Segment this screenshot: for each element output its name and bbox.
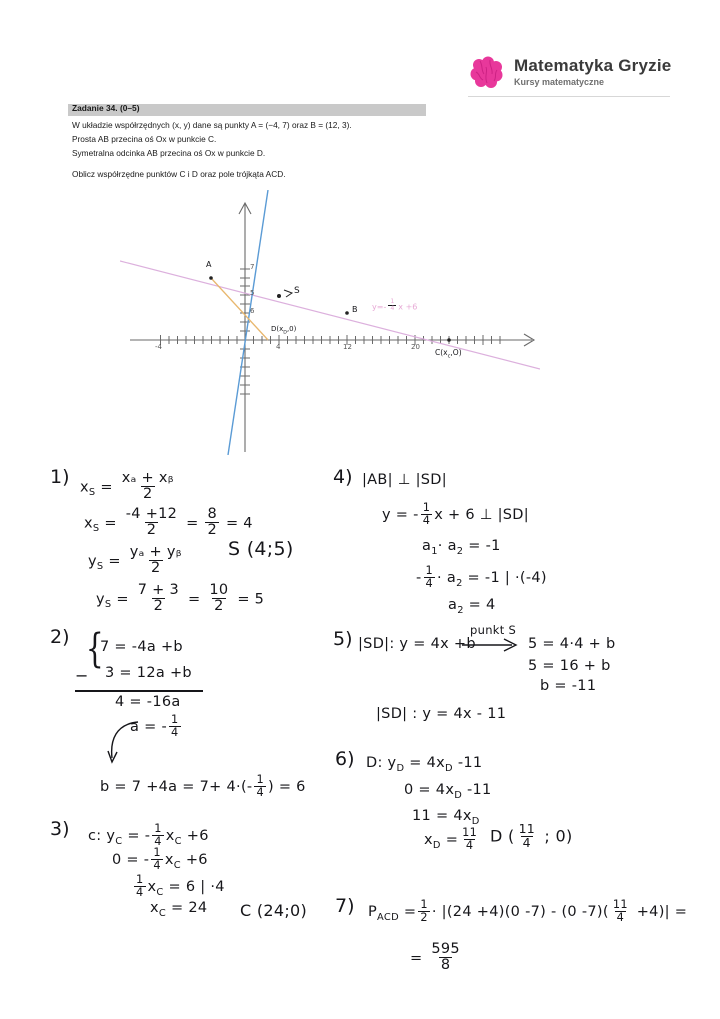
step-5-result-2: 5 = 16 + b bbox=[528, 658, 611, 674]
graph-equation-label: y=- $\frac{1}{4}$ x +6 bbox=[372, 298, 418, 313]
xtick-label-20: 20 bbox=[411, 343, 420, 351]
step-6-number: 6) bbox=[335, 748, 355, 770]
line-ab bbox=[120, 261, 540, 369]
step-4-line-3: $a_1\cdot a_2 = -1$ bbox=[422, 538, 501, 557]
step-6-line-4: $x_D$ = $\frac{11}{4}$ bbox=[424, 826, 478, 852]
step-2-minus: − bbox=[75, 666, 89, 685]
step-3-number: 3) bbox=[50, 818, 70, 840]
task-question: Oblicz współrzędne punktów C i D oraz pole trójkąta ACD. bbox=[72, 169, 286, 179]
step-7-result: = $\frac{595}{8}$ bbox=[410, 941, 460, 973]
axes bbox=[130, 204, 532, 452]
ytick-label-7: 7 bbox=[250, 263, 255, 271]
graph-label-b: B bbox=[352, 305, 358, 314]
step-7-formula: $P_{ACD}$ = $\frac{1}{2}$ · |(24 +4)(0 -7) - (0 -7)( $\frac{11}{4}$ +4)| = bbox=[368, 898, 688, 924]
step-2-sum: 4 = -16a bbox=[115, 694, 181, 710]
step-4-line-5: $a_2 = 4$ bbox=[448, 597, 496, 616]
step-3-line-4: $x_C = 24$ bbox=[150, 900, 208, 919]
task-header-label: Zadanie 34. (0–5) bbox=[72, 103, 140, 113]
ytick-label-6: 6 bbox=[250, 307, 255, 315]
ytick-label-5: 5 bbox=[250, 289, 255, 297]
graph-label-d: $D(x_D,0)$ bbox=[271, 325, 297, 336]
step-1-line-4: $y_S$ = $\frac{7 + 3}{2}$ = $\frac{10}{2}$ = 5 bbox=[96, 582, 265, 614]
step-1-number: 1) bbox=[50, 466, 70, 488]
task-line-2: Prosta AB przecina oś Ox w punkcie C. bbox=[72, 134, 217, 144]
step-2-number: 2) bbox=[50, 626, 70, 648]
graph-label-c: $C(x_c,O)$ bbox=[435, 348, 462, 360]
brand-divider bbox=[468, 96, 670, 97]
step-2-brace: { bbox=[85, 626, 104, 672]
segment-ad bbox=[211, 278, 268, 340]
step-2-a-value: a = - $\frac{1}{4}$ bbox=[130, 713, 179, 739]
point-b-dot bbox=[345, 311, 349, 315]
step-3-line-2: 0 = - $\frac{1}{4}$ $x_C +6$ bbox=[112, 846, 208, 872]
step-5-arrow-icon bbox=[460, 637, 522, 653]
step-6-result: D ( $\frac{11}{4}$ ; 0) bbox=[490, 821, 573, 850]
brain-icon bbox=[470, 56, 504, 88]
step-2-arrow-icon bbox=[98, 718, 144, 766]
brand-title: Matematyka Gryzie bbox=[514, 55, 672, 75]
task-line-3: Symetralna odcinka AB przecina oś Ox w punkcie D. bbox=[72, 148, 266, 158]
step-5-line-1: |SD|: y = 4x +b bbox=[358, 636, 476, 652]
xtick-label--4: -4 bbox=[155, 343, 162, 351]
step-7-number: 7) bbox=[335, 895, 355, 917]
step-4-line-4: - $\frac{1}{4}$ · $a_2 = -1$ | ·(-4) bbox=[416, 564, 547, 590]
xtick-label-4: 4 bbox=[276, 343, 281, 351]
line-sd bbox=[228, 190, 268, 455]
plot-svg bbox=[120, 190, 540, 455]
task-line-1: W układzie współrzędnych (x, y) dane są punkty A = (−4, 7) oraz B = (12, 3). bbox=[72, 120, 352, 130]
point-c-dot bbox=[447, 338, 451, 342]
task-statement bbox=[72, 118, 492, 181]
point-a-dot bbox=[209, 276, 213, 280]
step-2-divider bbox=[75, 690, 203, 692]
step-4-line-2: y = - $\frac{1}{4}$ x + 6 ⊥ |SD| bbox=[382, 501, 529, 527]
step-5-final: |SD| : y = 4x - 11 bbox=[376, 706, 507, 722]
step-3-line-1: c: $y_C$ = - $\frac{1}{4}$ $x_C +6$ bbox=[88, 822, 209, 848]
step-6-line-2: $0 = 4x_D$ -11 bbox=[404, 782, 492, 801]
step-4-line-1: |AB| ⊥ |SD| bbox=[362, 472, 447, 488]
step-2-eq-1: 7 = -4a +b bbox=[100, 639, 183, 655]
step-2-eq-2: 3 = 12a +b bbox=[105, 665, 192, 681]
step-6-line-1: D: $y_D = 4x_D$ -11 bbox=[366, 755, 483, 774]
step-1-line-1: $x_S$ = $\frac{\text{xₐ + xᵦ}}{2}$ bbox=[80, 470, 174, 502]
task-header-band bbox=[68, 104, 426, 116]
point-s-dot bbox=[277, 294, 281, 298]
step-6-line-3: $11 = 4x_D$ bbox=[412, 808, 480, 827]
step-1-line-3: $y_S$ = $\frac{\text{yₐ + yᵦ}}{2}$ bbox=[88, 544, 182, 576]
brand-subtitle: Kursy matematyczne bbox=[514, 76, 605, 87]
step-4-number: 4) bbox=[333, 466, 353, 488]
step-5-result-3: b = -11 bbox=[540, 678, 597, 694]
step-2-b-value: b = 7 +4a = 7+ 4·(- $\frac{1}{4}$ ) = 6 bbox=[100, 773, 306, 799]
graph-label-a: A bbox=[206, 260, 212, 269]
brand-logo bbox=[470, 48, 670, 96]
step-3-result: C (24;0) bbox=[240, 901, 308, 920]
graph-label-s: S bbox=[294, 286, 300, 296]
xtick-label-12: 12 bbox=[343, 343, 352, 351]
step-5-arrow-label: punkt S bbox=[470, 623, 517, 637]
step-1-result: S (4;5) bbox=[228, 538, 294, 560]
step-1-line-2: $x_S$ = $\frac{-4 +12}{2}$ = $\frac{8}{2}$ = 4 bbox=[84, 506, 253, 538]
step-3-line-3: $\frac{1}{4}$ $x_C = 6$ | ·4 bbox=[136, 873, 225, 899]
coordinate-plot bbox=[120, 190, 540, 455]
step-5-number: 5) bbox=[333, 628, 353, 650]
step-5-result-1: 5 = 4·4 + b bbox=[528, 636, 616, 652]
